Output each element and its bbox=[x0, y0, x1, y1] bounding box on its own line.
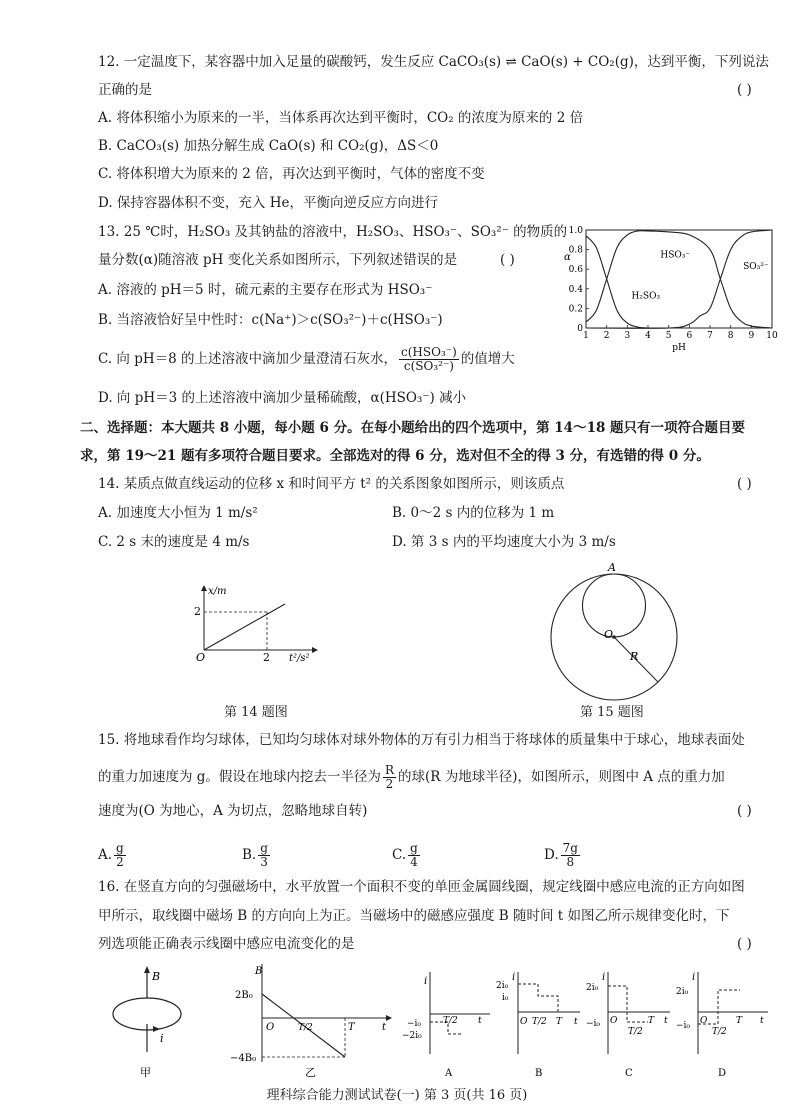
q15-c-frac bbox=[408, 842, 420, 869]
q15-stem-line3: 速度为(O 为地心，A 为切点，忽略地球自转) bbox=[98, 803, 368, 819]
q16-stem-line3: 列选项能正确表示线圈中感应电流变化的是 bbox=[98, 936, 355, 952]
opt-c-t: T bbox=[648, 1016, 655, 1026]
opt-d-t: T bbox=[736, 1016, 743, 1026]
opt-d-t2: T/2 bbox=[712, 1027, 727, 1037]
q13-option-c bbox=[98, 346, 515, 373]
q15-a-frac bbox=[114, 842, 126, 869]
x-axis-label: pH bbox=[672, 343, 686, 353]
x-tick-label-4: 4 bbox=[645, 331, 651, 341]
q15-b-num: g bbox=[260, 841, 268, 855]
q16-answer-bracket: ( ) bbox=[737, 936, 752, 952]
fig-option-a bbox=[402, 972, 490, 1079]
opt-c-i: i bbox=[602, 972, 606, 983]
q12-option-c: C. 将体积增大为原来的 2 倍，再次达到平衡时，气体的密度不变 bbox=[98, 166, 485, 182]
chart-frame bbox=[586, 230, 772, 328]
chart-labels bbox=[564, 226, 778, 353]
opt-c-t2: T/2 bbox=[628, 1027, 643, 1037]
opt-b-t: T bbox=[556, 1017, 563, 1027]
q16-stem-line1: 16. 在竖直方向的匀强磁场中，水平放置一个面积不变的单匝金属圆线圈，规定线圈中感应电流的正方向如图 bbox=[98, 879, 745, 895]
q15-stem-line2-pre: 的重力加速度为 g。假设在地球内挖去一半径为 bbox=[98, 769, 381, 785]
q15-a-den: 2 bbox=[116, 855, 124, 869]
opt-d-twoi0: 2i₀ bbox=[676, 987, 689, 997]
y-tick-label-0.4: 0.4 bbox=[568, 284, 583, 295]
q12-stem-line1: 12. 一定温度下，某容器中加入足量的碳酸钙，发生反应 CaCO₃(s) ⇌ CaO(s) + CO₂(g)，达到平衡，下列说法 bbox=[98, 54, 769, 70]
q15-b-label: B. bbox=[242, 847, 257, 863]
opt-d-caption: D bbox=[718, 1068, 727, 1079]
q13-option-a: A. 溶液的 pH＝5 时，硫元素的主要存在形式为 HSO₃⁻ bbox=[98, 282, 433, 298]
opt-d-i: i bbox=[692, 972, 696, 983]
opt-a-negi0: −i₀ bbox=[407, 1019, 422, 1029]
q14-option-b: B. 0～2 s 内的位移为 1 m bbox=[392, 505, 555, 521]
series-label-hso3: HSO₃⁻ bbox=[660, 250, 691, 261]
q14-xtick: 2 bbox=[263, 651, 270, 662]
y-tick-label-1.0: 1.0 bbox=[568, 226, 583, 236]
y-tick-label-0.6: 0.6 bbox=[568, 265, 583, 276]
q14-x-arrow bbox=[312, 647, 318, 653]
yi-label-t: T bbox=[348, 1022, 355, 1033]
q14-option-d: D. 第 3 s 内的平均速度大小为 3 m/s bbox=[392, 534, 616, 550]
opt-c-caption: C bbox=[625, 1068, 633, 1079]
opt-c-negi0: −i₀ bbox=[586, 1019, 601, 1029]
x-tick-label-10: 10 bbox=[766, 331, 778, 341]
chart-series bbox=[586, 230, 772, 328]
q14-y-arrow bbox=[201, 585, 207, 591]
x-tick-label-3: 3 bbox=[624, 331, 631, 341]
jia-label-b: B bbox=[152, 970, 161, 983]
q15-label-o: O bbox=[604, 628, 614, 641]
yi-label-o: O bbox=[266, 1022, 275, 1033]
q15-d-label: D. bbox=[544, 847, 559, 863]
series-label-so3: SO₃²⁻ bbox=[743, 262, 769, 273]
fig-option-c bbox=[586, 972, 670, 1079]
yi-label-t2: T/2 bbox=[298, 1023, 313, 1033]
yi-label-negb0: −4B₀ bbox=[230, 1053, 257, 1064]
x-tick-label-6: 6 bbox=[686, 331, 693, 341]
q15-c-den: 4 bbox=[410, 855, 418, 869]
opt-a-caption: A bbox=[445, 1068, 453, 1079]
opt-c-twoi0: 2i₀ bbox=[586, 983, 599, 993]
q12-answer-bracket: ( ) bbox=[737, 82, 752, 98]
series-so3 bbox=[586, 230, 772, 328]
q13-option-c-post: 的值增大 bbox=[460, 351, 515, 367]
q13-option-c-pre: C. 向 pH＝8 的上述溶液中滴加少量澄清石灰水， bbox=[98, 351, 398, 367]
section2-instructions-line2: 求，第 19～21 题有多项符合题目要求。全部选对的得 6 分，选对但不全的得 3 分，有选错的得 0 分。 bbox=[80, 448, 710, 464]
q15-c-label: C. bbox=[392, 847, 407, 863]
x-tick-label-7: 7 bbox=[707, 331, 713, 341]
q15-stem-line2-post: 的球(R 为地球半径)，如图所示，则图中 A 点的重力加 bbox=[397, 769, 725, 785]
yi-label-2b0: 2B₀ bbox=[235, 990, 253, 1001]
y-tick-label-0: 0 bbox=[577, 324, 583, 334]
q15-d-num: 7g bbox=[562, 841, 578, 855]
q15-stem-line1: 15. 将地球看作均匀球体，已知均匀球体对球外物体的万有引力相当于将球体的质量集中于球心，地球表面处 bbox=[98, 732, 745, 748]
q15-stem-line2 bbox=[98, 764, 725, 791]
q15-label-r: R bbox=[630, 650, 639, 663]
q15-option-a bbox=[98, 842, 128, 869]
q14-caption: 第 14 题图 bbox=[224, 705, 288, 720]
yi-label-time: t bbox=[382, 1022, 387, 1033]
q13-option-b: B. 当溶液恰好呈中性时：c(Na⁺)＞c(SO₃²⁻)＋c(HSO₃⁻) bbox=[98, 312, 443, 328]
q15-a-num: g bbox=[116, 841, 124, 855]
opt-b-i: i bbox=[512, 972, 516, 983]
q13-option-c-numerator: c(HSO₃⁻) bbox=[401, 345, 457, 359]
q15-b-den: 3 bbox=[260, 855, 268, 869]
q15-option-d bbox=[544, 842, 582, 869]
q15-b-frac bbox=[258, 842, 270, 869]
q13-answer-bracket: ( ) bbox=[500, 252, 515, 268]
opt-a-i: i bbox=[424, 976, 428, 987]
q15-d-frac bbox=[561, 842, 580, 869]
q16-stem-line2: 甲所示，取线圈中磁场 B 的方向向上为正。当磁场中的磁感应强度 B 随时间 t 如图乙所示规律变化时，下 bbox=[98, 908, 730, 924]
x-tick-label-1: 1 bbox=[583, 331, 589, 341]
q13-option-c-fraction bbox=[399, 346, 459, 373]
q12-stem-line2: 正确的是 bbox=[98, 82, 152, 98]
opt-b-t2: T/2 bbox=[532, 1017, 547, 1027]
q15-a-label: A. bbox=[98, 847, 113, 863]
opt-b-i0: i₀ bbox=[502, 993, 509, 1003]
chart-axes bbox=[586, 230, 772, 328]
q14-answer-bracket: ( ) bbox=[737, 476, 752, 492]
x-tick-label-8: 8 bbox=[727, 331, 734, 341]
opt-a-t2: T/2 bbox=[443, 1016, 458, 1026]
q15-label-a: A bbox=[608, 561, 616, 574]
series-hso3 bbox=[586, 231, 772, 328]
q12-option-b: B. CaCO₃(s) 加热分解生成 CaO(s) 和 CO₂(g)，ΔS＜0 bbox=[98, 138, 439, 154]
opt-d-negi0: −i₀ bbox=[676, 1021, 691, 1031]
y-tick-label-0.8: 0.8 bbox=[568, 245, 583, 256]
q15-option-c bbox=[392, 842, 422, 869]
q15-option-b bbox=[242, 842, 272, 869]
q12-option-a: A. 将体积缩小为原来的一半，当体系再次达到平衡时，CO₂ 的浓度为原来的 2 倍 bbox=[98, 110, 584, 126]
q13-distribution-chart bbox=[556, 222, 786, 362]
q15-frac-num: R bbox=[384, 763, 394, 777]
section2-instructions-line1: 二、选择题：本大题共 8 小题，每小题 6 分。在每小题给出的四个选项中，第 14～18 题只有一项符合题目要 bbox=[80, 420, 746, 436]
q13-stem-line1: 13. 25 ℃时，H₂SO₃ 及其钠盐的溶液中，H₂SO₃、HSO₃⁻、SO₃²⁻ 的物质的 bbox=[98, 224, 568, 240]
q14-data-line bbox=[204, 604, 285, 650]
cavity-circle bbox=[583, 574, 646, 637]
series-label-h2so3: H₂SO₃ bbox=[631, 291, 661, 302]
opt-c-o: O bbox=[610, 1016, 618, 1026]
q14-origin: O bbox=[196, 651, 206, 662]
q14-figure bbox=[190, 582, 330, 662]
q15-caption: 第 15 题图 bbox=[580, 705, 644, 720]
q15-frac-den: 2 bbox=[385, 777, 394, 791]
jia-caption: 甲 bbox=[140, 1066, 151, 1079]
opt-b-caption: B bbox=[535, 1068, 543, 1079]
q13-option-d: D. 向 pH＝3 的上述溶液中滴加少量稀硫酸，α(HSO₃⁻) 减小 bbox=[98, 390, 467, 406]
opt-b-twoi0: 2i₀ bbox=[496, 981, 509, 991]
x-tick-label-5: 5 bbox=[665, 331, 672, 341]
q13-option-c-denominator: c(SO₃²⁻) bbox=[403, 359, 454, 373]
page-footer: 理科综合能力测试试卷(一) 第 3 页(共 16 页) bbox=[266, 1088, 528, 1103]
q14-xlabel: t²/s² bbox=[289, 653, 310, 662]
q14-ytick: 2 bbox=[194, 605, 201, 618]
x-tick-label-2: 2 bbox=[603, 331, 610, 341]
opt-d-time: t bbox=[760, 1016, 764, 1026]
yi-label-b: B bbox=[255, 966, 263, 977]
opt-a-negtwoi0: −2i₀ bbox=[402, 1031, 422, 1041]
fig-option-b bbox=[496, 972, 580, 1079]
fig-option-d bbox=[676, 972, 768, 1079]
opt-c-time: t bbox=[664, 1016, 668, 1026]
opt-a-t: t bbox=[478, 1016, 482, 1026]
q15-d-den: 8 bbox=[566, 855, 575, 869]
fig-yi-bt-graph bbox=[230, 964, 392, 1079]
yi-caption: 乙 bbox=[305, 1066, 316, 1079]
q14-option-c: C. 2 s 末的速度是 4 m/s bbox=[98, 534, 250, 550]
y-axis-label: α bbox=[564, 252, 571, 263]
q14-option-a: A. 加速度大小恒为 1 m/s² bbox=[98, 505, 258, 521]
q12-option-d: D. 保持容器体积不变，充入 He，平衡向逆反应方向进行 bbox=[98, 195, 438, 211]
q13-stem-line2: 量分数(α)随溶液 pH 变化关系如图所示，下列叙述错误的是 bbox=[98, 252, 458, 268]
opt-b-o: O bbox=[520, 1017, 528, 1027]
opt-b-time: t bbox=[574, 1017, 578, 1027]
x-tick-label-9: 9 bbox=[748, 331, 755, 341]
q15-answer-bracket: ( ) bbox=[737, 803, 752, 819]
q14-stem: 14. 某质点做直线运动的位移 x 和时间平方 t² 的关系图象如图所示，则该质点 bbox=[98, 476, 565, 492]
q14-ylabel: x/m bbox=[208, 586, 227, 597]
q15-c-num: g bbox=[410, 841, 418, 855]
fig-jia-coil bbox=[113, 966, 181, 1079]
y-tick-label-0.2: 0.2 bbox=[568, 304, 583, 315]
q16-figures bbox=[100, 962, 780, 1080]
q15-r-over-2 bbox=[383, 764, 396, 791]
q15-figure bbox=[526, 558, 706, 704]
jia-label-i: i bbox=[160, 1032, 164, 1045]
opt-d-o: O bbox=[700, 1016, 708, 1026]
